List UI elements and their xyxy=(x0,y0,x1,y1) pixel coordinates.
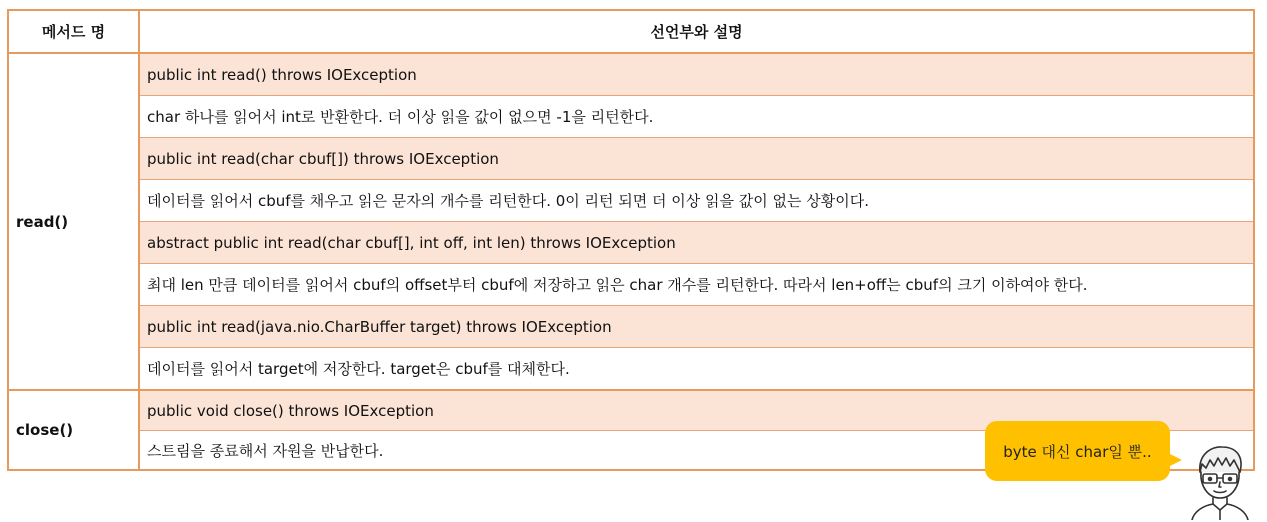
table-row: public int read(char cbuf[]) throws IOException xyxy=(140,138,1253,179)
method-table xyxy=(7,9,1255,471)
method-cell-read: read() xyxy=(16,212,69,231)
table-row: public int read(java.nio.CharBuffer target) throws IOException xyxy=(140,306,1253,347)
glasses-man-icon xyxy=(1184,442,1256,520)
header-method: 메서드 명 xyxy=(41,23,106,41)
speech-bubble: byte 대신 char일 뿐.. xyxy=(985,421,1170,481)
header-description: 선언부와 설명 xyxy=(650,23,743,41)
table-row: 데이터를 읽어서 target에 저장한다. target은 cbuf를 대체한다. xyxy=(140,348,1253,389)
table-row: public int read() throws IOException xyxy=(140,54,1253,95)
method-cell-close: close() xyxy=(16,421,74,439)
table-row: abstract public int read(char cbuf[], int off, int len) throws IOException xyxy=(140,222,1253,263)
table-row: 스트림을 종료해서 자원을 반납한다. xyxy=(140,431,1253,469)
table-row: 최대 len 만큼 데이터를 읽어서 cbuf의 offset부터 cbuf에 저장하고 읽은 char 개수를 리턴한다. 따라서 len+off는 cbuf의 크기 이하여야 한다. xyxy=(140,264,1253,305)
table-row: public void close() throws IOException xyxy=(140,391,1253,430)
speech-bubble-tail xyxy=(1166,452,1182,468)
column-divider xyxy=(138,11,140,469)
table-row: char 하나를 읽어서 int로 반환한다. 더 이상 읽을 값이 없으면 -1을 리턴한다. xyxy=(140,96,1253,137)
table-row: 데이터를 읽어서 cbuf를 채우고 읽은 문자의 개수를 리턴한다. 0이 리턴 되면 더 이상 읽을 값이 없는 상황이다. xyxy=(140,180,1253,221)
